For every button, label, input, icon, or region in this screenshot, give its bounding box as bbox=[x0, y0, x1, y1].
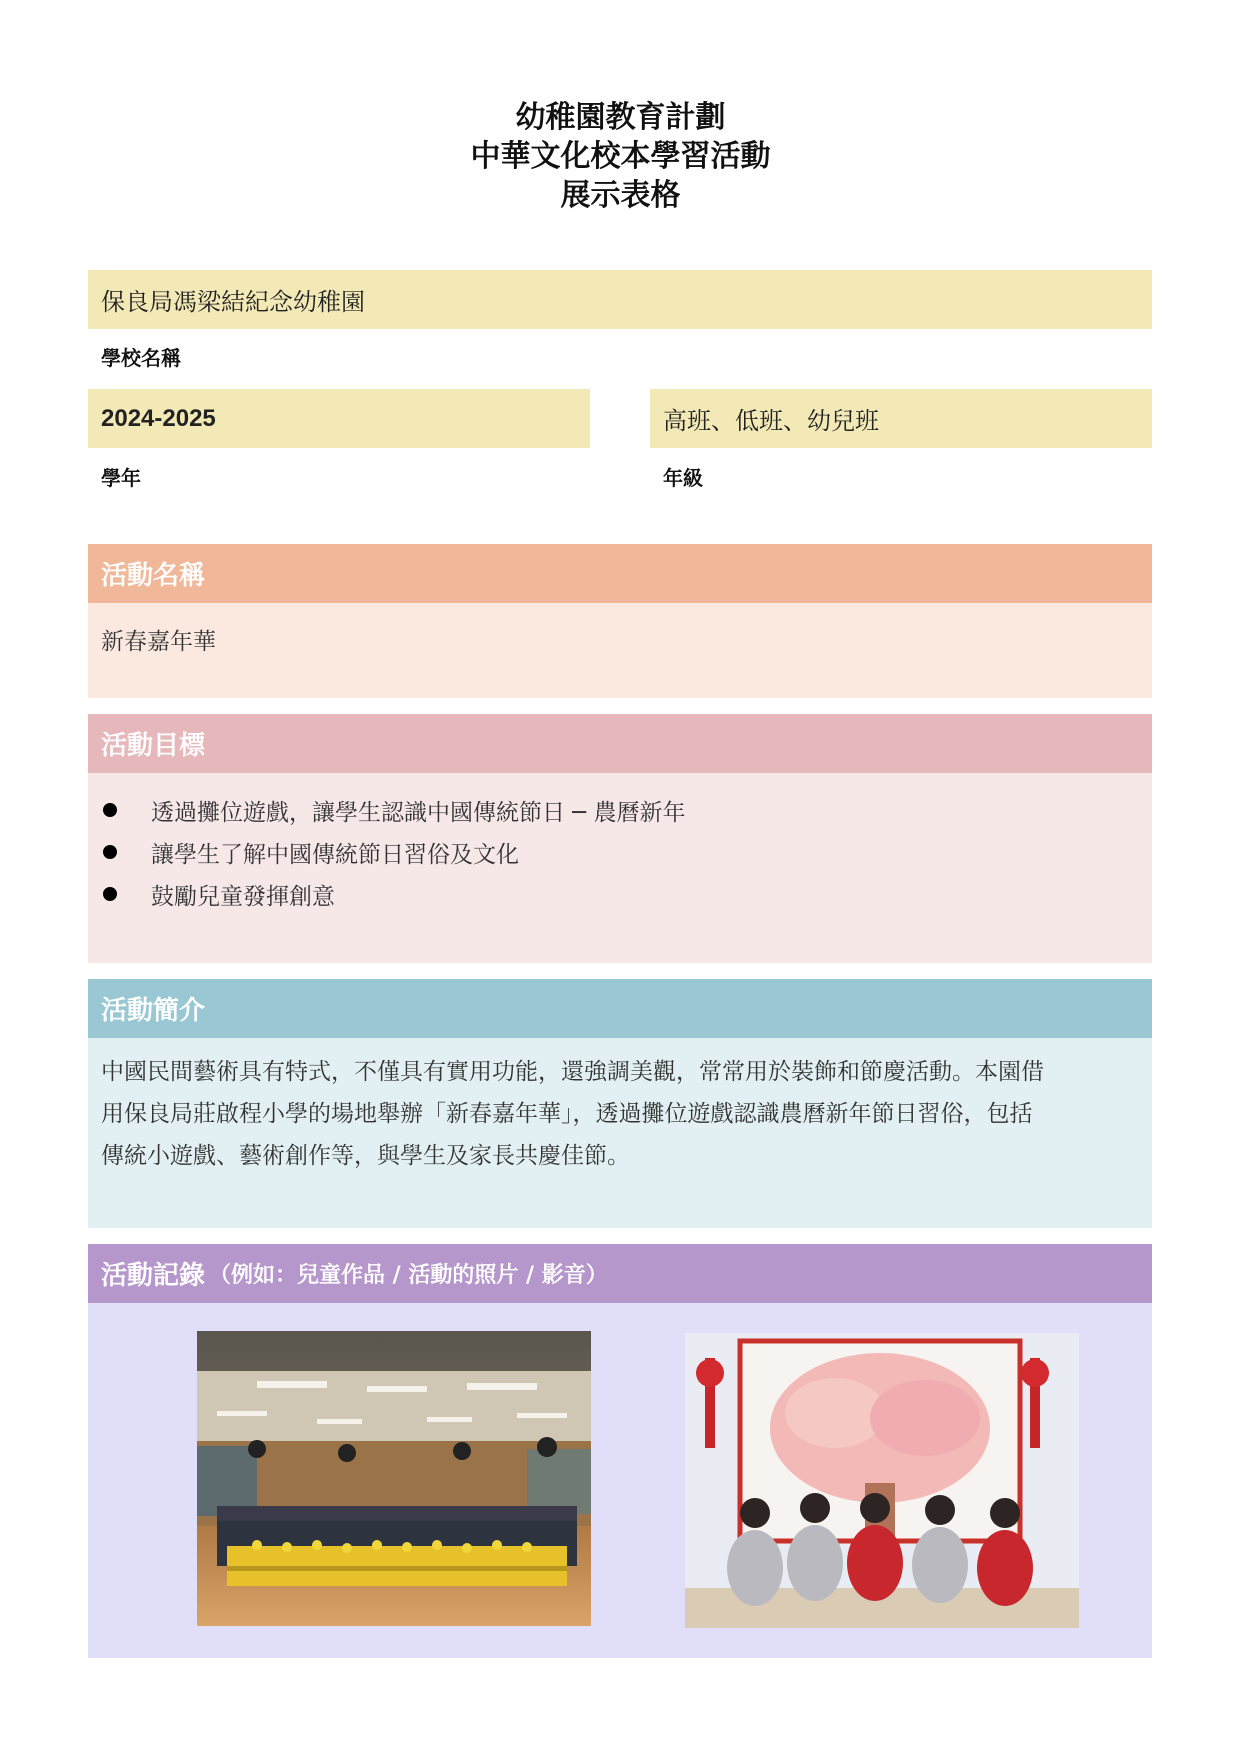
activity-name-value: 新春嘉年華 bbox=[101, 629, 216, 655]
school-name-label: 學校名稱 bbox=[101, 346, 181, 370]
grade-value: 高班、低班、幼兒班 bbox=[663, 407, 879, 435]
bullet-icon bbox=[103, 803, 117, 817]
children-craft-photo bbox=[685, 1333, 1079, 1628]
activity-intro-text bbox=[101, 1051, 1152, 1177]
activity-goals-body bbox=[88, 773, 1152, 963]
activity-intro-header bbox=[88, 979, 1152, 1038]
activity-record-hint: （例如：兒童作品 / 活動的照片 / 影音） bbox=[209, 1263, 608, 1288]
bullet-icon bbox=[103, 887, 117, 901]
grade-label: 年級 bbox=[663, 466, 703, 490]
school-year-field bbox=[88, 389, 590, 448]
activity-name-header bbox=[88, 544, 1152, 603]
activity-goals-header bbox=[88, 714, 1152, 773]
goal-item bbox=[88, 789, 1152, 831]
intro-line-3: 傳統小遊戲、藝術創作等，與學生及家長共慶佳節。 bbox=[101, 1143, 630, 1169]
hall-event-photo bbox=[197, 1331, 591, 1626]
document-title bbox=[0, 98, 1241, 215]
intro-line-2: 用保良局莊啟程小學的場地舉辦「新春嘉年華」，透過攤位遊戲認識農曆新年節日習俗，包括 bbox=[101, 1101, 1033, 1127]
children-craft-photo-graphic bbox=[685, 1333, 1079, 1628]
school-name-value: 保良局馮梁結紀念幼稚園 bbox=[101, 288, 365, 316]
activity-intro-body bbox=[88, 1038, 1152, 1228]
goal-item bbox=[88, 831, 1152, 873]
activity-goals-header-text: 活動目標 bbox=[101, 731, 206, 761]
intro-line-1: 中國民間藝術具有特式，不僅具有實用功能，還強調美觀，常常用於裝飾和節慶活動。本園借 bbox=[101, 1059, 1044, 1085]
school-year-value: 2024-2025 bbox=[101, 404, 216, 432]
goal-item bbox=[88, 873, 1152, 915]
activity-intro-header-text: 活動簡介 bbox=[101, 996, 206, 1026]
school-year-label: 學年 bbox=[101, 466, 141, 490]
goals-list bbox=[88, 789, 1152, 915]
bullet-icon bbox=[103, 845, 117, 859]
title-line-3: 展示表格 bbox=[560, 178, 681, 213]
title-line-2: 中華文化校本學習活動 bbox=[470, 139, 771, 174]
title-line-1: 幼稚園教育計劃 bbox=[515, 100, 726, 135]
goal-text: 鼓勵兒童發揮創意 bbox=[151, 883, 335, 910]
activity-name-body bbox=[88, 603, 1152, 698]
school-name-field bbox=[88, 270, 1152, 329]
activity-name-header-text: 活動名稱 bbox=[101, 561, 206, 591]
grade-field bbox=[650, 389, 1152, 448]
goal-text: 透過攤位遊戲，讓學生認識中國傳統節日 ─ 農曆新年 bbox=[151, 799, 686, 826]
goal-text: 讓學生了解中國傳統節日習俗及文化 bbox=[151, 841, 519, 868]
activity-record-header bbox=[88, 1244, 1152, 1303]
activity-record-header-text: 活動記錄 bbox=[101, 1261, 206, 1291]
hall-event-photo-graphic bbox=[197, 1331, 591, 1626]
